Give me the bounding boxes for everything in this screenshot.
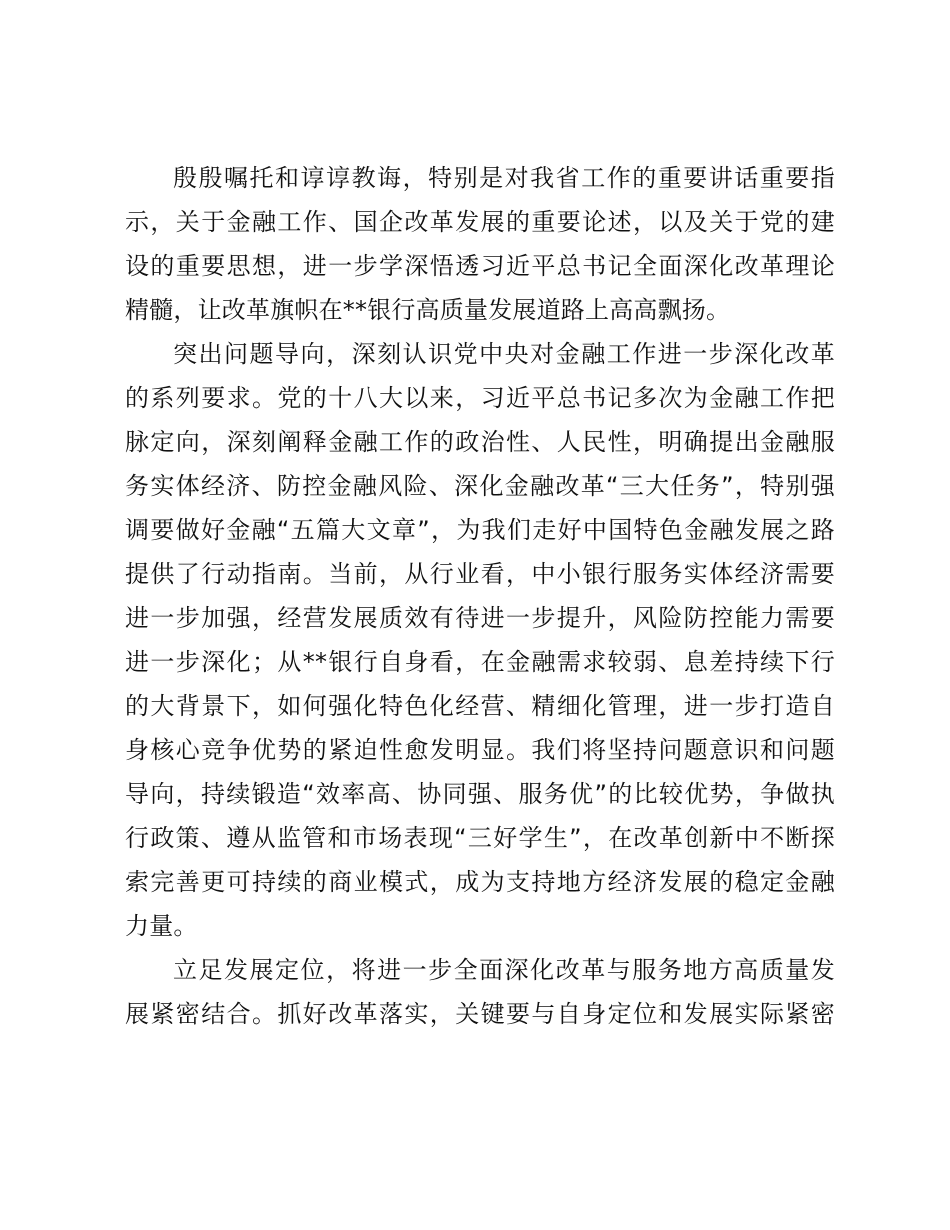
text-line: 展紧密结合。抓好改革落实，关键要与自身定位和发展实际紧密: [125, 1000, 835, 1028]
text-line: 的大背景下，如何强化特色化经营、精细化管理，进一步打造自: [125, 692, 835, 720]
text-line: 突出问题导向，深刻认识党中央对金融工作进一步深化改革: [173, 340, 835, 368]
text-line: 精髓，让改革旗帜在**银行高质量发展道路上高高飘扬。: [125, 296, 731, 324]
text-line: 提供了行动指南。当前，从行业看，中小银行服务实体经济需要: [125, 560, 835, 588]
text-line: 立足发展定位，将进一步全面深化改革与服务地方高质量发: [173, 956, 835, 984]
text-line: 进一步深化；从**银行自身看，在金融需求较弱、息差持续下行: [125, 648, 835, 676]
text-line: 行政策、遵从监管和市场表现“三好学生”，在改革创新中不断探: [125, 824, 835, 852]
text-line: 设的重要思想，进一步学深悟透习近平总书记全面深化改革理论: [125, 252, 835, 280]
text-line: 殷殷嘱托和谆谆教诲，特别是对我省工作的重要讲话重要指: [173, 164, 835, 192]
text-line: 身核心竞争优势的紧迫性愈发明显。我们将坚持问题意识和问题: [125, 736, 835, 764]
text-line: 索完善更可持续的商业模式，成为支持地方经济发展的稳定金融: [125, 868, 835, 896]
text-line: 的系列要求。党的十八大以来，习近平总书记多次为金融工作把: [125, 384, 835, 412]
text-line: 调要做好金融“五篇大文章”，为我们走好中国特色金融发展之路: [125, 516, 835, 544]
text-line: 示，关于金融工作、国企改革发展的重要论述，以及关于党的建: [125, 208, 835, 236]
text-line: 力量。: [125, 912, 198, 940]
text-line: 进一步加强，经营发展质效有待进一步提升，风险防控能力需要: [125, 604, 835, 632]
text-line: 务实体经济、防控金融风险、深化金融改革“三大任务”，特别强: [125, 472, 835, 500]
text-line: 脉定向，深刻阐释金融工作的政治性、人民性，明确提出金融服: [125, 428, 835, 456]
text-line: 导向，持续锻造“效率高、协同强、服务优”的比较优势，争做执: [125, 780, 835, 808]
document-body: [125, 156, 835, 1036]
